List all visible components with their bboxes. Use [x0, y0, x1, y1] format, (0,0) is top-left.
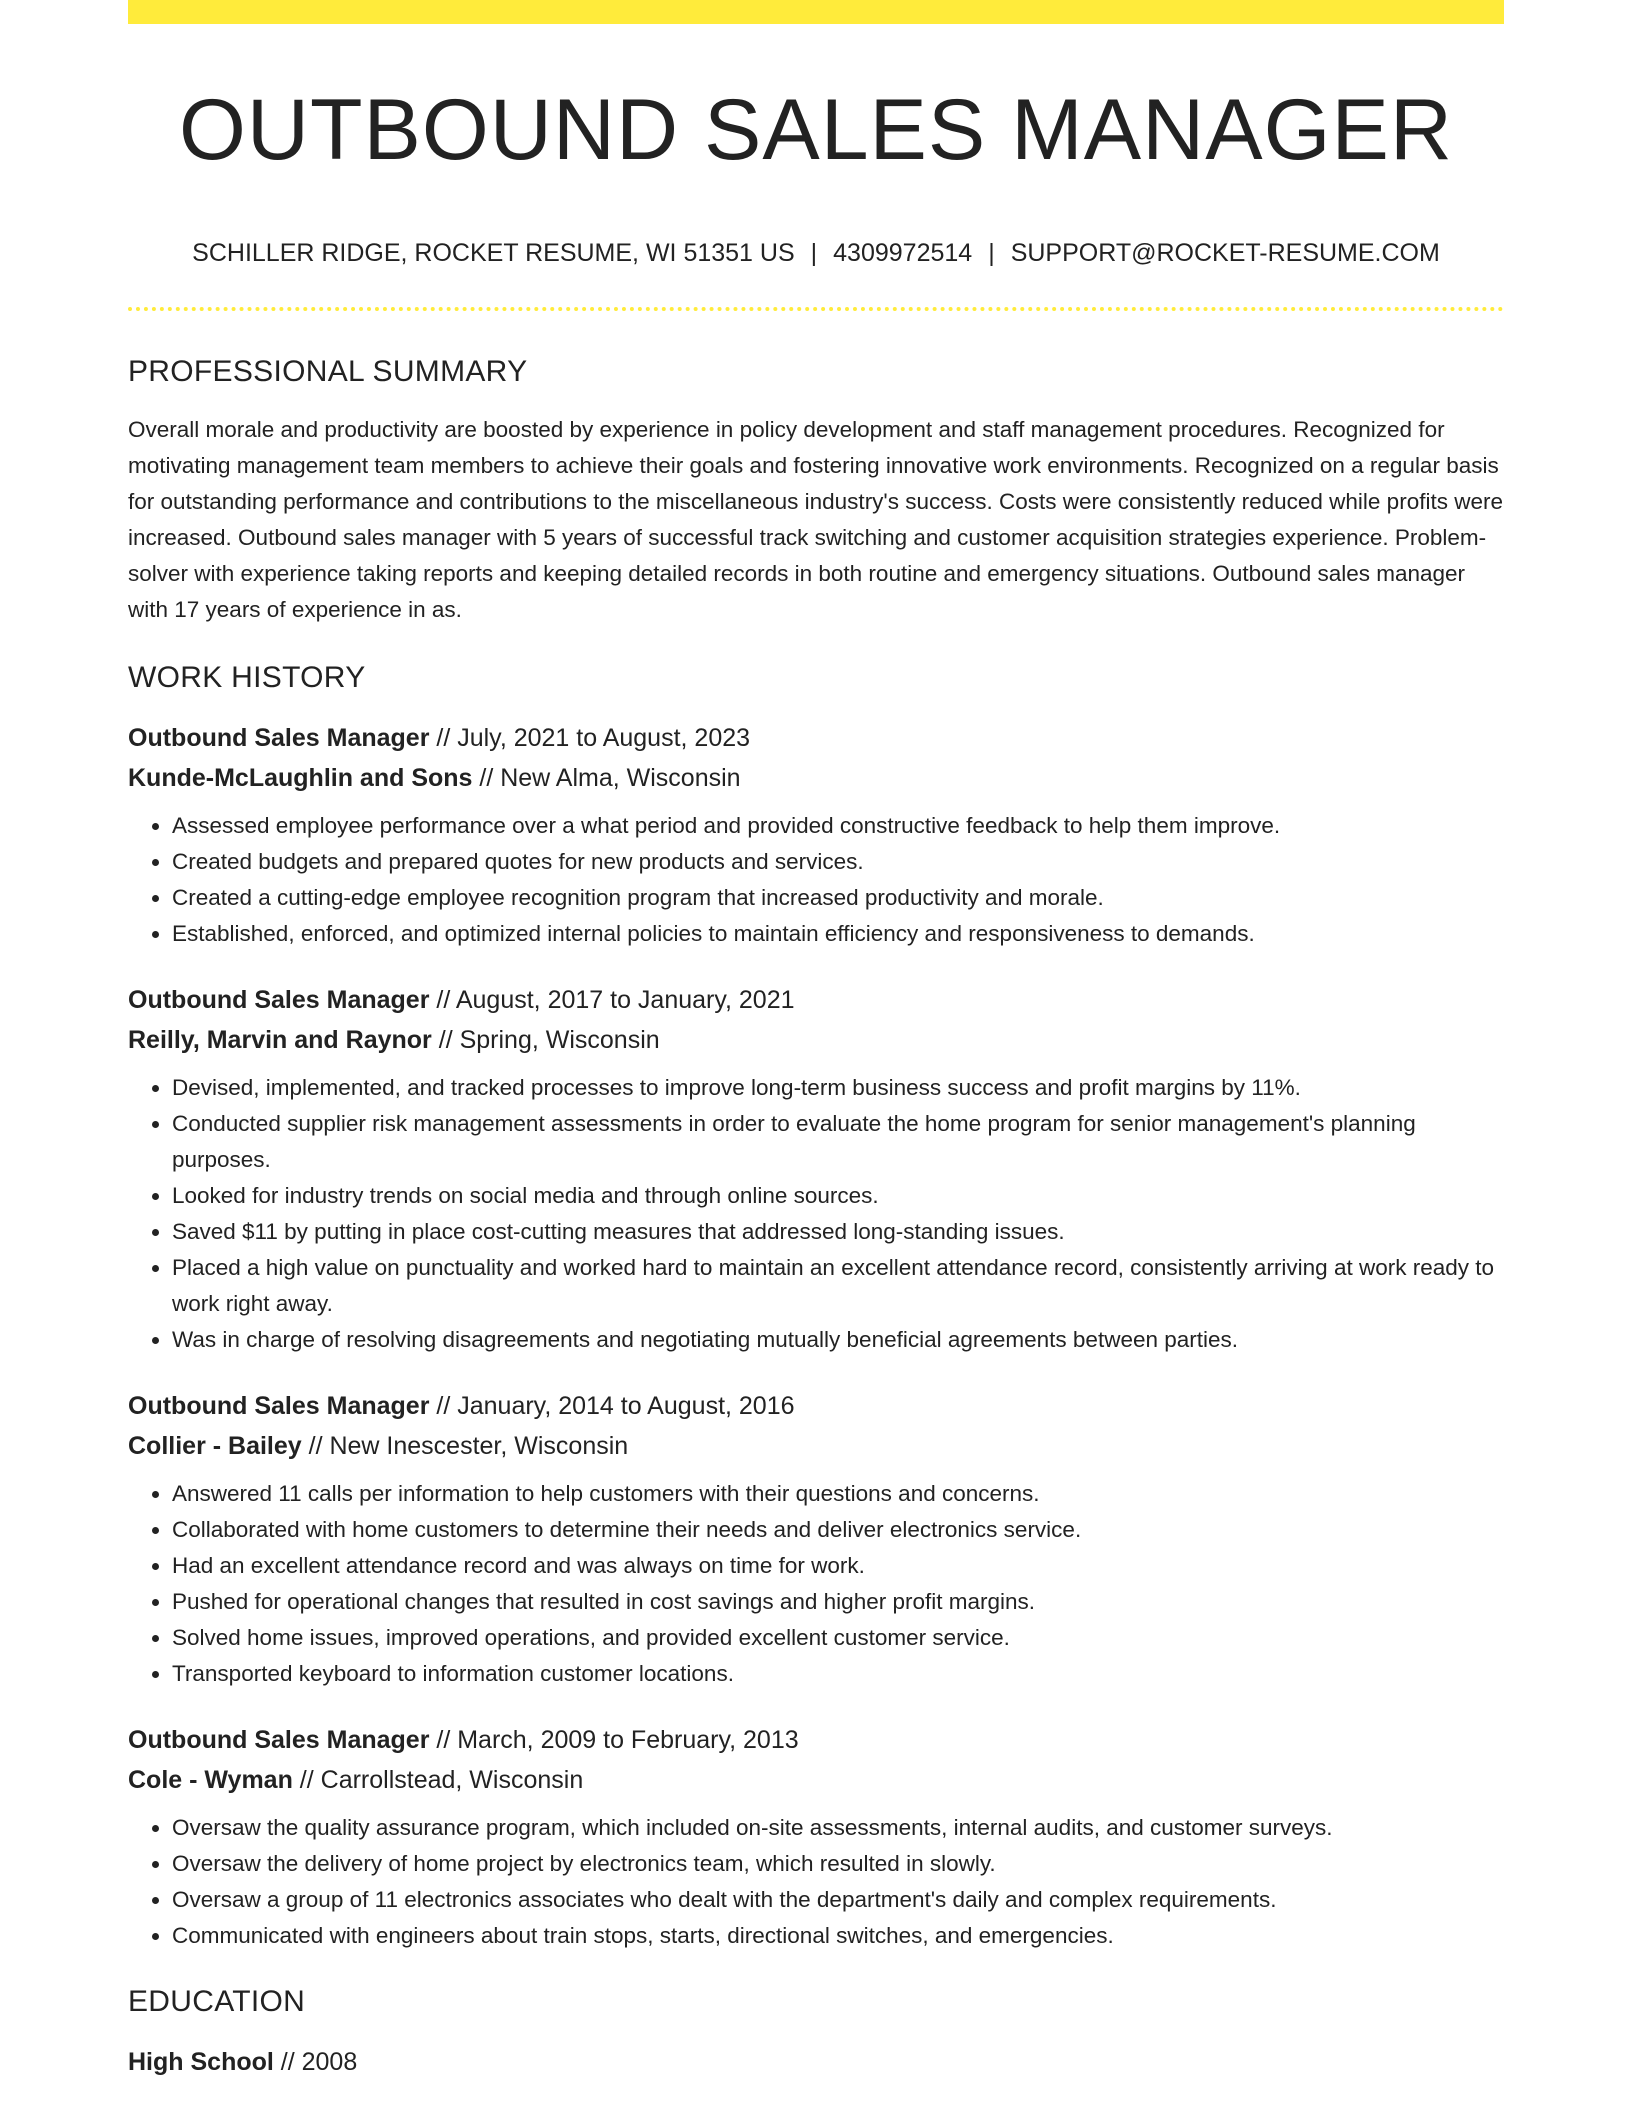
job-bullet: • Oversaw the delivery of home project by electronics team, which resulted in slowly.: [172, 1846, 1504, 1882]
job-title-line: [128, 980, 1504, 1020]
contact-address: SCHILLER RIDGE, ROCKET RESUME, WI 51351 US: [192, 239, 795, 267]
job-bullets: [128, 1810, 1504, 1954]
education-entry: [128, 2042, 1504, 2082]
job-bullet: • Created budgets and prepared quotes for new products and services.: [172, 844, 1504, 880]
job-role: Outbound Sales Manager: [128, 986, 430, 1014]
job-bullet: • Solved home issues, improved operations, and provided excellent customer service.: [172, 1620, 1504, 1656]
job-entry: [128, 1386, 1504, 1692]
job-role: Outbound Sales Manager: [128, 1392, 430, 1420]
education-degree: High School: [128, 2048, 274, 2076]
job-bullet: • Was in charge of resolving disagreements and negotiating mutually beneficial agreements between parties.: [172, 1322, 1504, 1358]
job-location: // New Alma, Wisconsin: [479, 764, 741, 792]
job-company-line: [128, 758, 1504, 798]
contact-line: [128, 236, 1504, 270]
job-location: // New Inescester, Wisconsin: [308, 1432, 629, 1460]
job-bullet: • Collaborated with home customers to determine their needs and deliver electronics service.: [172, 1512, 1504, 1548]
job-title-line: [128, 1386, 1504, 1426]
job-bullet: • Transported keyboard to information customer locations.: [172, 1656, 1504, 1692]
job-bullet: • Conducted supplier risk management assessments in order to evaluate the home program for senior management's planning purposes.: [172, 1106, 1504, 1178]
job-bullets: [128, 808, 1504, 952]
job-bullet: • Placed a high value on punctuality and worked hard to maintain an excellent attendance record, consistently arriving at work ready to work right away.: [172, 1250, 1504, 1322]
job-company-line: [128, 1760, 1504, 1800]
job-bullet: • Had an excellent attendance record and was always on time for work.: [172, 1548, 1504, 1584]
job-dates: // January, 2014 to August, 2016: [436, 1392, 795, 1420]
resume-content: [128, 352, 1504, 2082]
job-location: // Spring, Wisconsin: [438, 1026, 660, 1054]
job-bullets: [128, 1070, 1504, 1358]
contact-email: SUPPORT@ROCKET-RESUME.COM: [1010, 239, 1440, 267]
job-bullet: • Established, enforced, and optimized internal policies to maintain efficiency and responsiveness to demands.: [172, 916, 1504, 952]
job-bullet: • Assessed employee performance over a what period and provided constructive feedback to help them improve.: [172, 808, 1504, 844]
job-bullet: • Oversaw a group of 11 electronics associates who dealt with the department's daily and complex requirements.: [172, 1882, 1504, 1918]
job-entry: [128, 718, 1504, 952]
job-bullet: • Pushed for operational changes that resulted in cost savings and higher profit margins.: [172, 1584, 1504, 1620]
education-heading: EDUCATION: [128, 1985, 306, 2018]
job-entry: [128, 1720, 1504, 1954]
job-role: Outbound Sales Manager: [128, 1726, 430, 1754]
job-title-line: [128, 718, 1504, 758]
job-bullet: • Looked for industry trends on social media and through online sources.: [172, 1178, 1504, 1214]
job-dates: // August, 2017 to January, 2021: [436, 986, 795, 1014]
job-bullet: • Devised, implemented, and tracked processes to improve long-term business success and profit margins by 11%.: [172, 1070, 1504, 1106]
job-location: // Carrollstead, Wisconsin: [299, 1766, 584, 1794]
education-year: // 2008: [280, 2048, 358, 2076]
job-company: Collier - Bailey: [128, 1432, 302, 1460]
job-bullet: • Communicated with engineers about train stops, starts, directional switches, and emergencies.: [172, 1918, 1504, 1954]
job-title-line: [128, 1720, 1504, 1760]
job-bullet: • Saved $11 by putting in place cost-cutting measures that addressed long-standing issues.: [172, 1214, 1504, 1250]
job-company-line: [128, 1020, 1504, 1060]
resume-name-title: OUTBOUND SALES MANAGER: [179, 82, 1453, 178]
job-dates: // July, 2021 to August, 2023: [436, 724, 751, 752]
work-history-heading: WORK HISTORY: [128, 661, 366, 694]
accent-bar: [128, 0, 1504, 24]
summary-text: Overall morale and productivity are boosted by experience in policy development and staff management procedures. Recognized for motivating management team members to achieve their goals and fostering innovative work environments. Recognized on a regular basis for outstanding performance and contributions to the miscellaneous industry's success. Costs were consistently reduced while profits were increased. Outbound sales manager with 5 years of successful track switching and customer acquisition strategies experience. Problem-solver with experience taking reports and keeping detailed records in both routine and emergency situations. Outbound sales manager with 17 years of experience in as.: [128, 417, 1503, 622]
job-company: Cole - Wyman: [128, 1766, 293, 1794]
contact-separator: |: [988, 239, 995, 267]
job-entry: [128, 980, 1504, 1358]
job-bullet: • Oversaw the quality assurance program, which included on-site assessments, internal audits, and customer surveys.: [172, 1810, 1504, 1846]
summary-heading: PROFESSIONAL SUMMARY: [128, 355, 528, 388]
contact-phone: 4309972514: [833, 239, 973, 267]
job-company: Reilly, Marvin and Raynor: [128, 1026, 432, 1054]
job-role: Outbound Sales Manager: [128, 724, 430, 752]
contact-separator: |: [810, 239, 818, 267]
job-bullets: [128, 1476, 1504, 1692]
job-bullet: • Created a cutting-edge employee recognition program that increased productivity and morale.: [172, 880, 1504, 916]
job-dates: // March, 2009 to February, 2013: [436, 1726, 799, 1754]
job-company: Kunde-McLaughlin and Sons: [128, 764, 473, 792]
dotted-divider: [128, 307, 1504, 311]
job-company-line: [128, 1426, 1504, 1466]
job-bullet: • Answered 11 calls per information to help customers with their questions and concerns.: [172, 1476, 1504, 1512]
